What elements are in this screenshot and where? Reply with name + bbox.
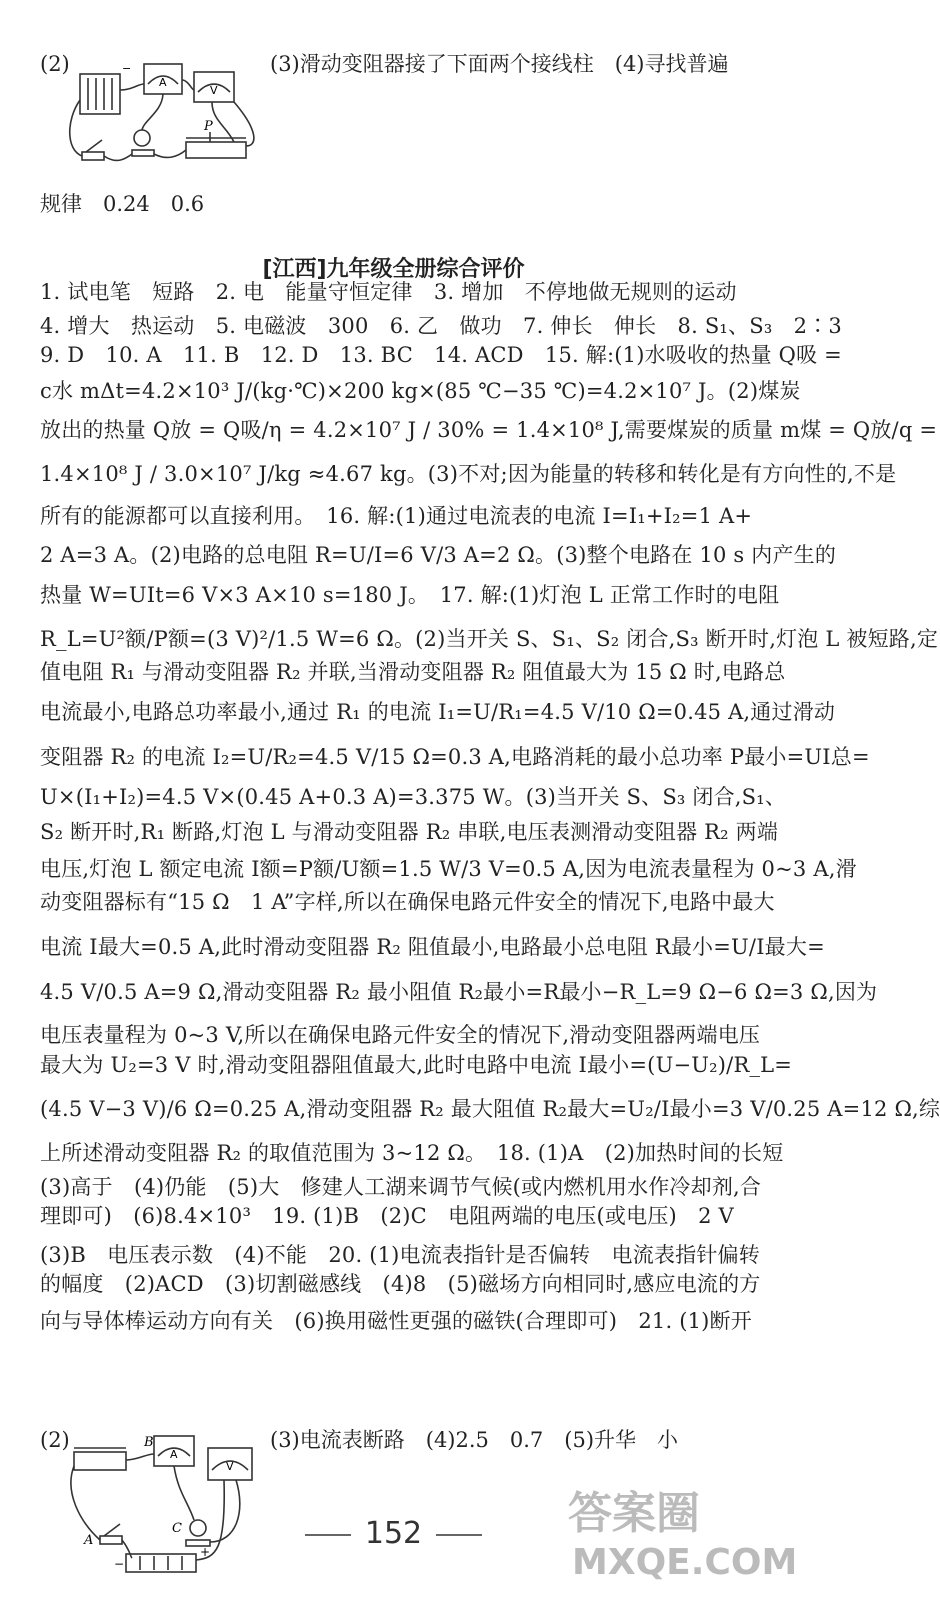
circuit-figure-top xyxy=(62,60,262,190)
rheostat-icon xyxy=(74,1452,126,1470)
answer-line: U×(I₁+I₂)=4.5 V×(0.45 A+0.3 A)=3.375 W。(3)当开关 S、S₃ 闭合,S₁、 xyxy=(40,785,787,809)
rheostat-icon xyxy=(186,142,246,158)
answer-line: 电压,灯泡 L 额定电流 I额=P额/U额=1.5 W/3 V=0.5 A,因为电流表量程为 0~3 A,滑 xyxy=(40,857,857,881)
answer-line-bottom: (3)电流表断路 (4)2.5 0.7 (5)升华 小 xyxy=(270,1428,679,1452)
answer-line: 动变阻器标有“15 Ω 1 A”字样,所以在确保电路元件安全的情况下,电路中最大 xyxy=(40,890,775,914)
point-b-label: B xyxy=(144,1435,154,1450)
ammeter-label: A xyxy=(159,76,167,89)
answer-line: 上所述滑动变阻器 R₂ 的取值范围为 3~12 Ω。 18. (1)A (2)加热时间的长短 xyxy=(40,1141,784,1165)
page-number-dash-right xyxy=(436,1534,482,1536)
minus-sign: − xyxy=(114,1557,125,1571)
bulb-icon xyxy=(134,130,150,146)
question-label-2-bottom: (2) xyxy=(40,1428,70,1452)
circuit-figure-bottom xyxy=(60,1432,290,1582)
watermark-text-cn: 答案圈 xyxy=(568,1488,700,1539)
point-a-label: A xyxy=(84,1533,94,1548)
answer-line: 热量 W=UIt=6 V×3 A×10 s=180 J。 17. 解:(1)灯泡 L 正常工作时的电阻 xyxy=(40,583,780,607)
voltmeter-label: V xyxy=(226,1460,234,1473)
page-number-dash-left xyxy=(305,1534,351,1536)
answer-line: R_L=U²额/P额=(3 V)²/1.5 W=6 Ω。(2)当开关 S、S₁、S₂ 闭合,S₃ 断开时,灯泡 L 被短路,定 xyxy=(40,627,939,651)
answer-line: 4. 增大 热运动 5. 电磁波 300 6. 乙 做功 7. 伸长 伸长 8. S₁、S₃ 2∶3 xyxy=(40,314,842,338)
answer-line-top-2: 规律 0.24 0.6 xyxy=(40,192,205,216)
question-label-2-top: (2) xyxy=(40,52,70,76)
answer-line: 的幅度 (2)ACD (3)切割磁感线 (4)8 (5)磁场方向相同时,感应电流的方 xyxy=(40,1272,761,1296)
answer-line: 电流 I最大=0.5 A,此时滑动变阻器 R₂ 阻值最小,电路最小总电阻 R最小=U/I最大= xyxy=(40,935,825,959)
battery-icon xyxy=(80,74,120,114)
answer-line: (3)高于 (4)仍能 (5)大 修建人工湖来调节气候(或内燃机用水作冷却剂,合 xyxy=(40,1175,762,1199)
answer-line: 值电阻 R₁ 与滑动变阻器 R₂ 并联,当滑动变阻器 R₂ 阻值最大为 15 Ω 时,电路总 xyxy=(40,660,786,684)
switch-icon xyxy=(82,152,104,160)
answer-line: 2 A=3 A。(2)电路的总电阻 R=U/I=6 V/3 A=2 Ω。(3)整个电路在 10 s 内产生的 xyxy=(40,543,837,567)
watermark-logo xyxy=(560,1466,798,1586)
page-number-text: 152 xyxy=(364,1516,423,1551)
answer-line: 电压表量程为 0~3 V,所以在确保电路元件安全的情况下,滑动变阻器两端电压 xyxy=(40,1023,761,1047)
answer-line: S₂ 断开时,R₁ 断路,灯泡 L 与滑动变阻器 R₂ 串联,电压表测滑动变阻器 R₂ 两端 xyxy=(40,820,779,844)
answer-line: (3)B 电压表示数 (4)不能 20. (1)电流表指针是否偏转 电流表指针偏转 xyxy=(40,1243,760,1267)
slider-label: P xyxy=(204,119,213,134)
answer-line: c水 mΔt=4.2×10³ J/(kg·℃)×200 kg×(85 ℃−35 ℃)=4.2×10⁷ J。(2)煤炭 xyxy=(40,379,801,403)
voltmeter-label: V xyxy=(210,84,218,97)
minus-sign: − xyxy=(122,62,132,75)
plus-sign: + xyxy=(200,1545,211,1559)
answer-line: (4.5 V−3 V)/6 Ω=0.25 A,滑动变阻器 R₂ 最大阻值 R₂最大=U₂/I最小=3 V/0.25 A=12 Ω,综 xyxy=(40,1097,940,1121)
watermark-text-en: MXQE.COM xyxy=(572,1542,798,1583)
answer-line: 电流最小,电路总功率最小,通过 R₁ 的电流 I₁=U/R₁=4.5 V/10 Ω=0.45 A,通过滑动 xyxy=(40,700,836,724)
answer-line: 9. D 10. A 11. B 12. D 13. BC 14. ACD 15. 解:(1)水吸收的热量 Q吸 = xyxy=(40,343,842,367)
answer-line: 放出的热量 Q放 = Q吸/η = 4.2×10⁷ J / 30% = 1.4×10⁸ J,需要煤炭的质量 m煤 = Q放/q = xyxy=(40,418,938,442)
answer-line: 4.5 V/0.5 A=9 Ω,滑动变阻器 R₂ 最小阻值 R₂最小=R最小−R_L=9 Ω−6 Ω=3 Ω,因为 xyxy=(40,980,878,1004)
answer-line: 变阻器 R₂ 的电流 I₂=U/R₂=4.5 V/15 Ω=0.3 A,电路消耗的最小总功率 P最小=UI总= xyxy=(40,745,870,769)
answer-line: 1.4×10⁸ J / 3.0×10⁷ J/kg ≈4.67 kg。(3)不对;因为能量的转移和转化是有方向性的,不是 xyxy=(40,462,897,486)
ammeter-label: A xyxy=(170,1448,178,1461)
answer-line-top-1: (3)滑动变阻器接了下面两个接线柱 (4)寻找普遍 xyxy=(270,52,729,76)
answer-line: 1. 试电笔 短路 2. 电 能量守恒定律 3. 增加 不停地做无规则的运动 xyxy=(40,280,737,304)
point-c-label: C xyxy=(172,1521,182,1536)
answer-line: 所有的能源都可以直接利用。 16. 解:(1)通过电流表的电流 I=I₁+I₂=1 A+ xyxy=(40,504,753,528)
battery-icon xyxy=(126,1554,196,1572)
answer-line: 理即可) (6)8.4×10³ 19. (1)B (2)C 电阻两端的电压(或电压) 2 V xyxy=(40,1204,734,1228)
answer-line: 向与导体棒运动方向有关 (6)换用磁性更强的磁铁(合理即可) 21. (1)断开 xyxy=(40,1309,752,1333)
section-title: [江西]九年级全册综合评价 xyxy=(262,257,525,282)
answer-line: 最大为 U₂=3 V 时,滑动变阻器阻值最大,此时电路中电流 I最小=(U−U₂)/R_L= xyxy=(40,1053,793,1077)
